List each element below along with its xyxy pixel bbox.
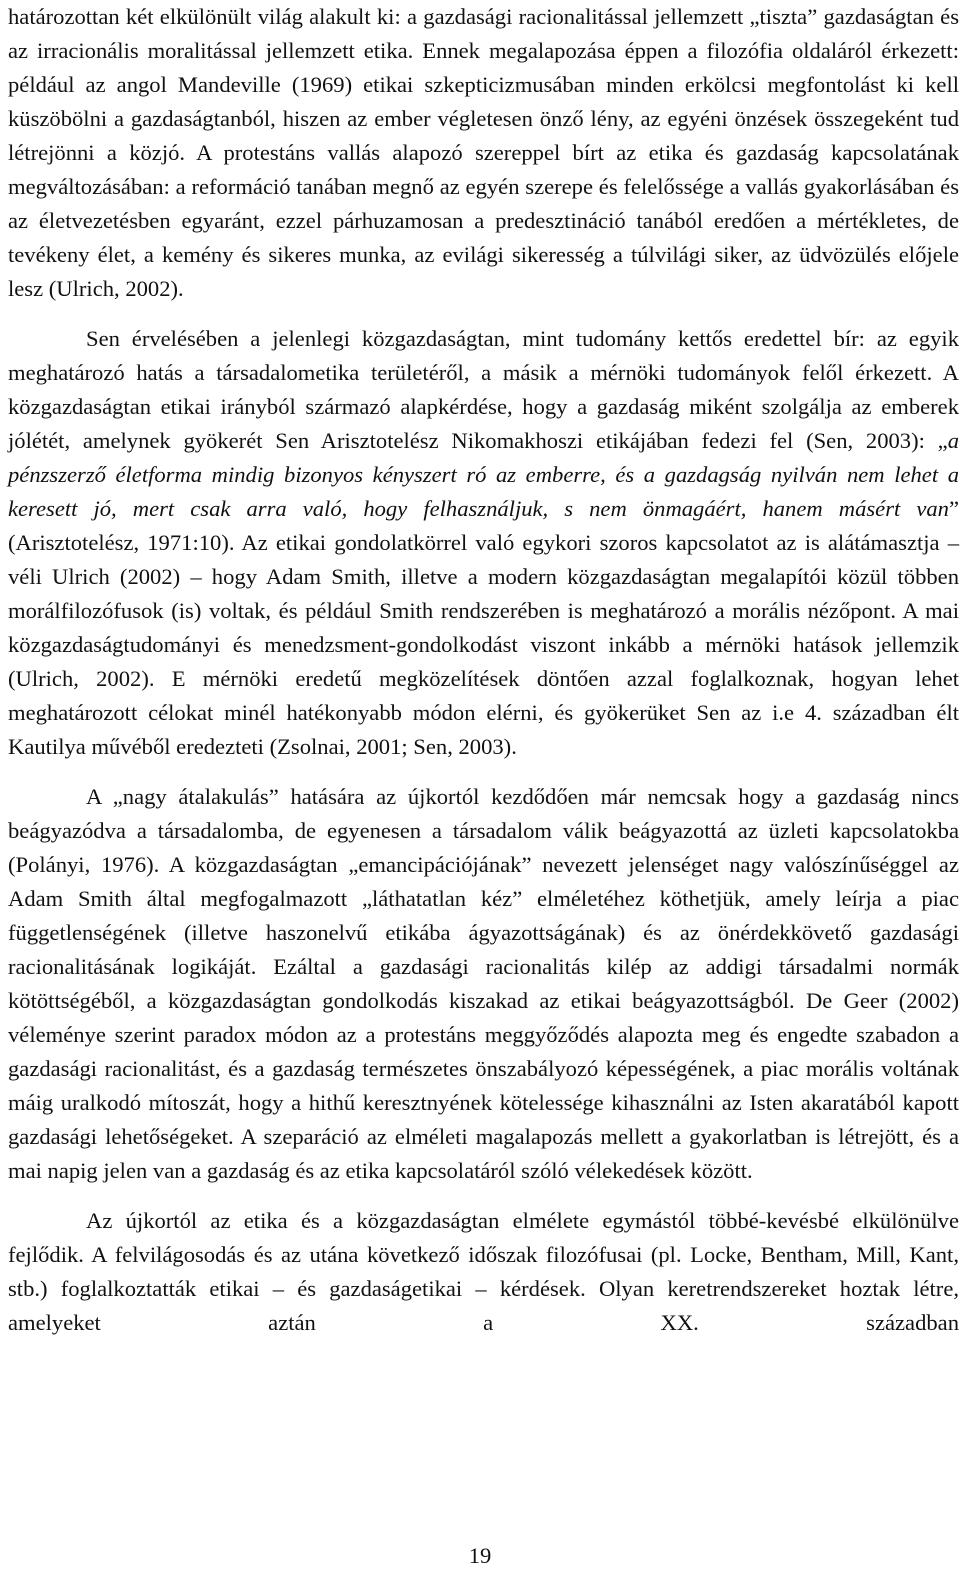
document-page	[8, 0, 959, 1340]
paragraph-1-text: határozottan két elkülönült világ alakult ki: a gazdasági racionalitással jellemzett „tiszta” gazdaságtan és az irracionális moralitással jellemzett etika. Ennek megalapozása éppen a filozófia oldaláról érkezett: például az angol Mandeville (1969) etikai szkepticizmusában minden erkölcsi megfontolást ki kell küszöbölni a gazdaságtanból, hiszen az ember végletesen önző lény, az egyéni önzések összegeként tud létrejönni a közjó. A protestáns vallás alapozó szereppel bírt az etika és gazdaság kapcsolatának megváltozásában: a reformáció tanában megnő az egyén szerepe és felelőssége a vallás gyakorlásában és az életvezetésben egyaránt, ezzel párhuzamosan a predesztináció tanából eredően a mértékletes, de tevékeny élet, a kemény és sikeres munka, az evilági sikeresség a túlvilági siker, az üdvözülés előjele lesz (Ulrich, 2002).	[8, 4, 959, 301]
aristotle-quote: a pénzszerző életforma mindig bizonyos kényszert ró az emberre, és a gazdagság nyilván nem lehet a keresett jó, mert csak arra való, hogy felhasználjuk, s nem önmagáért, hanem másért van	[8, 428, 959, 521]
paragraph-3-text: A „nagy átalakulás” hatására az újkortól kezdődően már nemcsak hogy a gazdaság nincs beágyazódva a társadalomba, de egyenesen a társadalom válik beágyazottá az üzleti kapcsolatokba (Polányi, 1976). A közgazdaságtan „emancipációjának” nevezett jelenséget nagy valószínűséggel az Adam Smith által megfogalmazott „láthatatlan kéz” elméletéhez köthetjük, amely leírja a piac függetlenségének (illetve haszonelvű etikába ágyazottságának) és az önérdekkövető gazdasági racionalitásának logikáját. Ezáltal a gazdasági racionalitás kilép az addigi társadalmi normák kötöttségéből, a közgazdaságtan gondolkodás kiszakad az etikai beágyazottságból. De Geer (2002) véleménye szerint paradox módon az a protestáns meggyőződés alapozta meg és engedte szabadon a gazdasági racionalitást, és a gazdaság természetes önszabályozó képességének, a piac morális voltának máig uralkodó mítoszát, hogy a hithű keresztnyének kötelessége kihasználni az Isten akaratából kapott gazdasági lehetőségeket. A szeparáció az elméleti magalapozás mellett a gyakorlatban is létrejött, és a mai napig jelen van a gazdaság és az etika kapcsolatáról szóló vélekedések között.	[8, 784, 959, 1183]
paragraph-3	[8, 780, 959, 1188]
paragraph-spacer	[8, 764, 959, 780]
page-number: 19	[468, 1543, 492, 1568]
paragraph-2-text-before-quote: Sen érvelésében a jelenlegi közgazdaságtan, mint tudomány kettős eredettel bír: az egyik meghatározó hatás a társadalometika területéről, a másik a mérnöki tudományok felől érkezett. A közgazdaságtan etikai irányból származó alapkérdése, hogy a gazdaság miként szolgálja az emberek jólétét, amelynek gyökerét Sen Arisztotelész Nikomakhoszi etikájában fedezi fel (Sen, 2003): „	[8, 326, 959, 453]
paragraph-2-text-after-quote: ” (Arisztotelész, 1971:10). Az etikai gondolatkörrel való egykori szoros kapcsolatot az is alátámasztja – véli Ulrich (2002) – hogy Adam Smith, illetve a modern közgazdaságtan megalapítói közül többen morálfilozófusok (is) voltak, és például Smith rendszerében is meghatározó a morális nézőpont. A mai közgazdaságtudományi és menedzsment-gondolkodást viszont inkább a mérnöki hatások jellemzik (Ulrich, 2002). E mérnöki eredetű megközelítések döntően azzal foglalkoznak, hogyan lehet meghatározott célokat minél hatékonyabb módon elérni, és gyökerüket Sen az i.e 4. században élt Kautilya művéből eredezteti (Zsolnai, 2001; Sen, 2003).	[8, 496, 959, 759]
paragraph-spacer	[8, 1188, 959, 1204]
paragraph-spacer	[8, 306, 959, 322]
paragraph-1	[8, 0, 959, 306]
paragraph-4-text: Az újkortól az etika és a közgazdaságtan elmélete egymástól többé-kevésbé elkülönülve fejlődik. A felvilágosodás és az utána következő időszak filozófusai (pl. Locke, Bentham, Mill, Kant, stb.) foglalkoztatták etikai – és gazdaságetikai – kérdések. Olyan keretrendszereket hoztak létre, amelyeket aztán a XX. században	[8, 1208, 959, 1335]
paragraph-4	[8, 1204, 959, 1340]
paragraph-2	[8, 322, 959, 764]
